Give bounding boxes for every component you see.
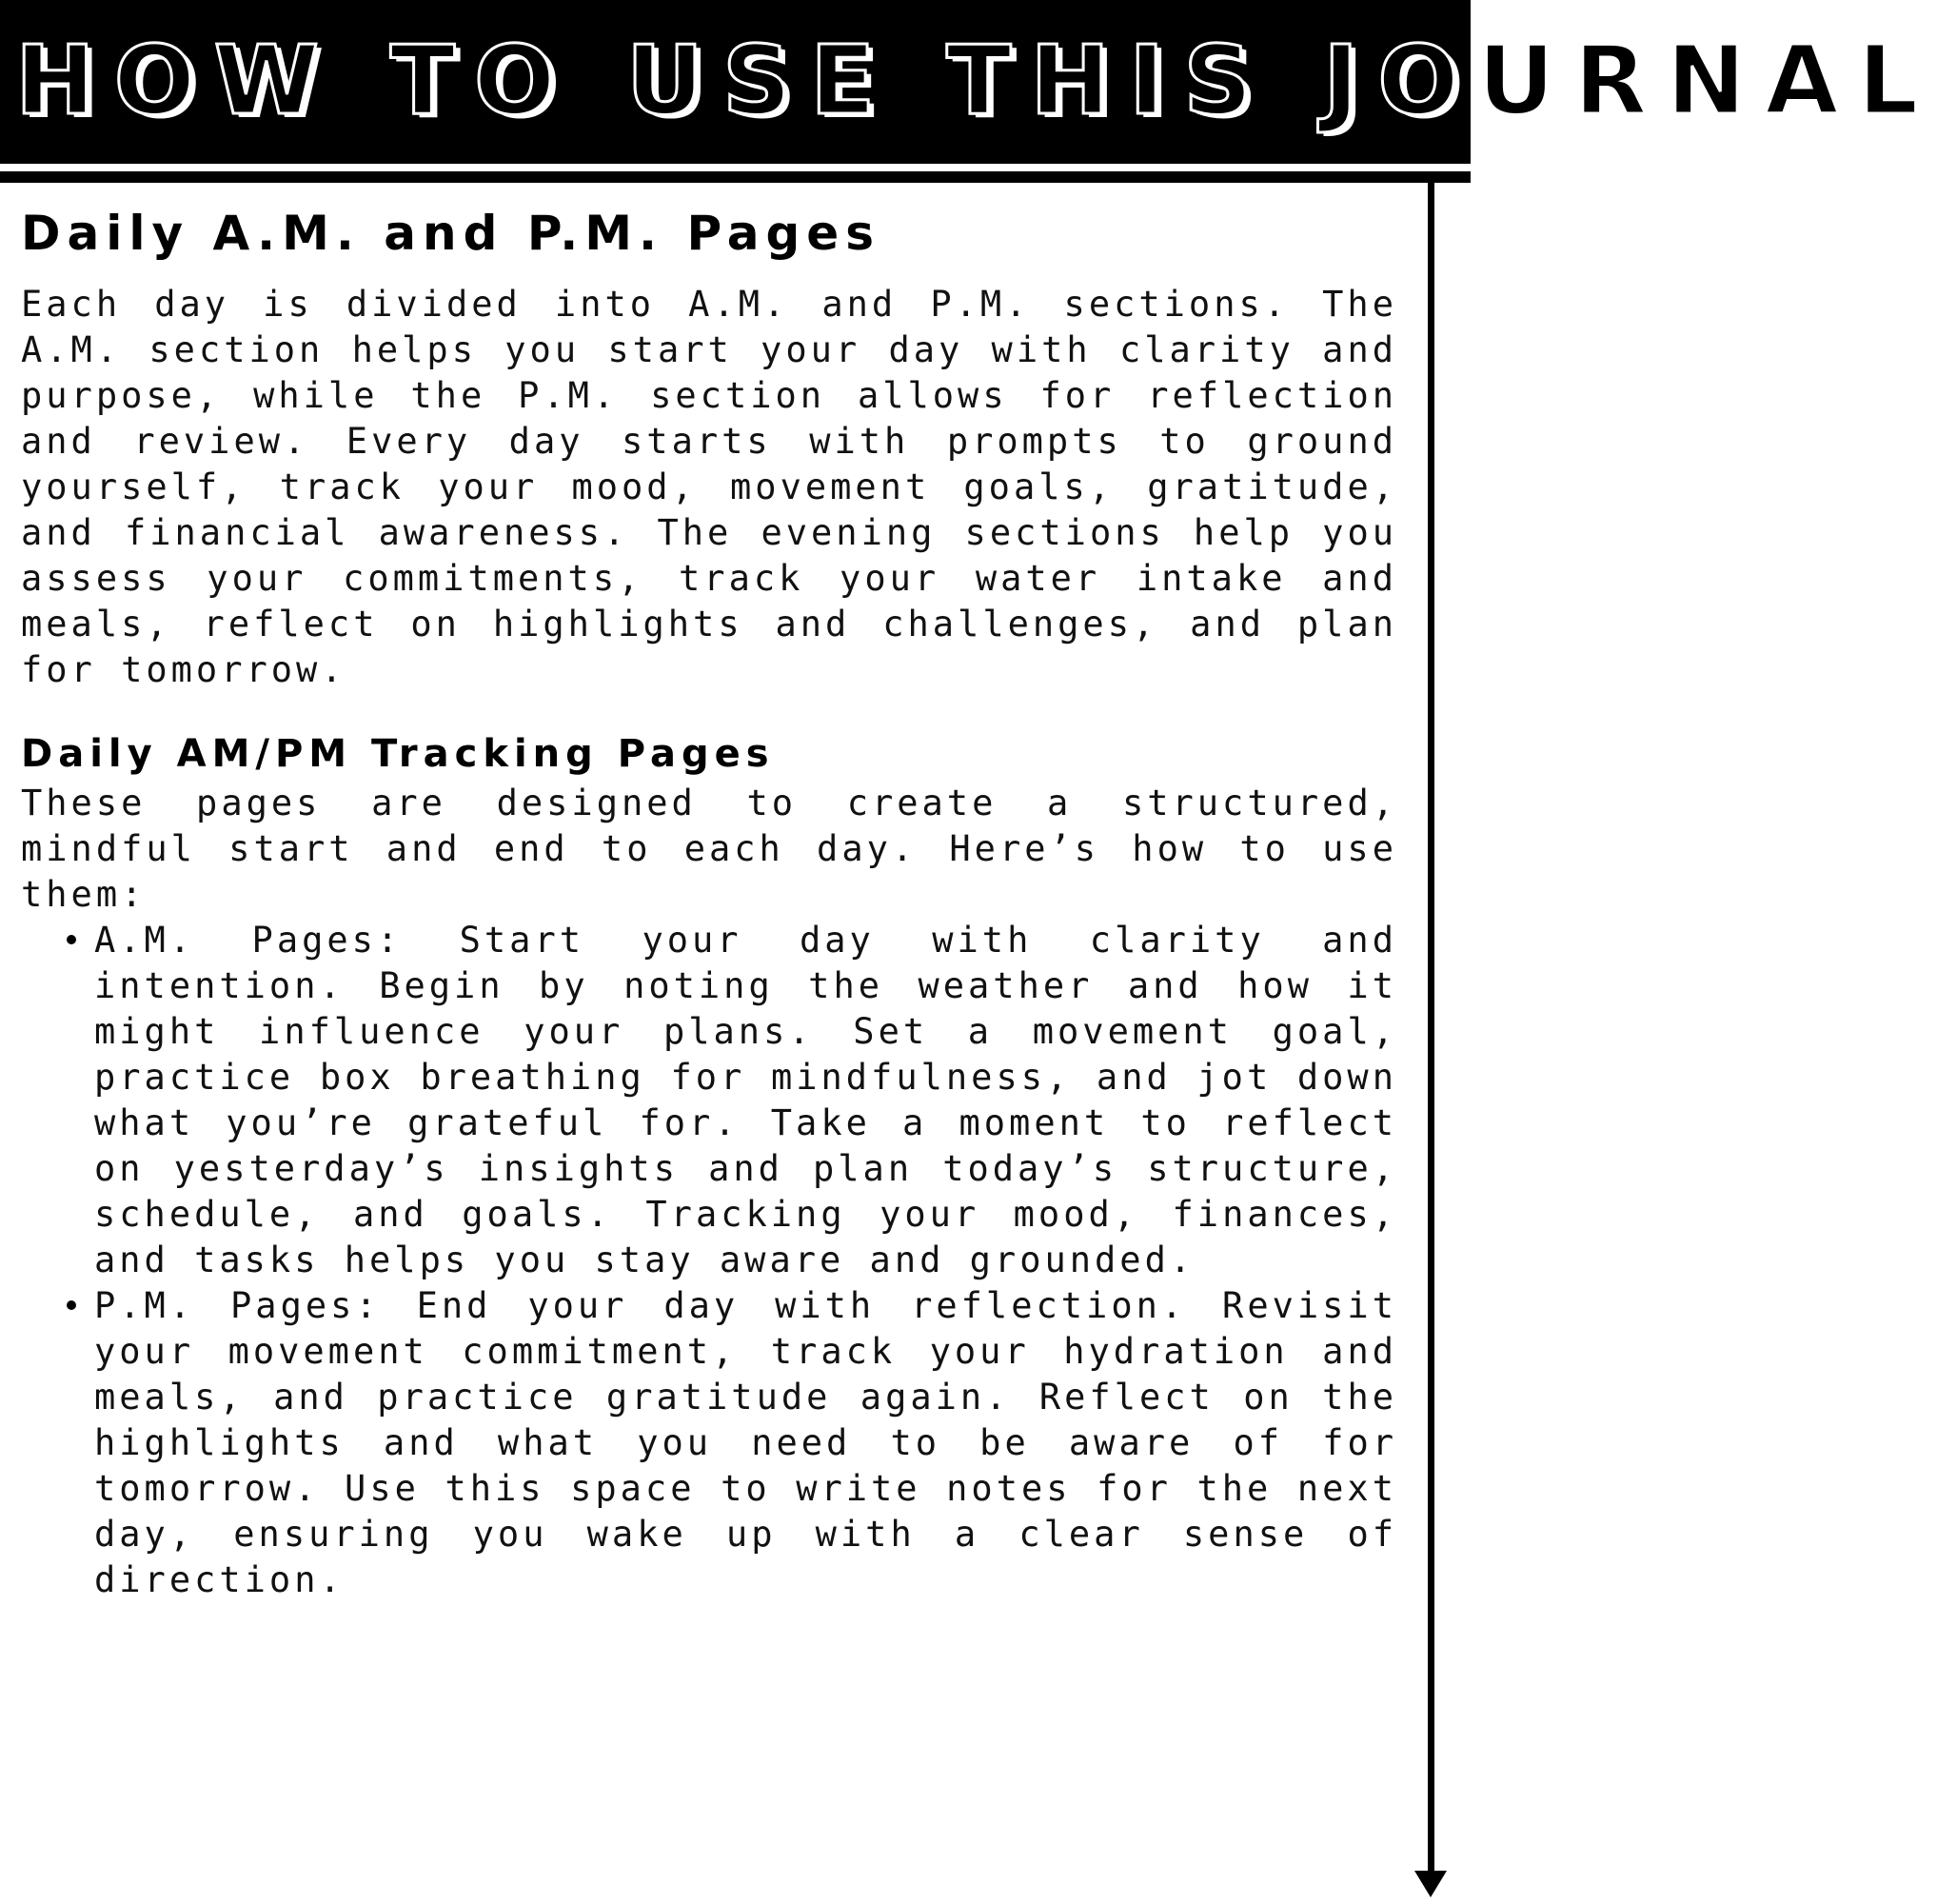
section-heading: Daily AM/PM Tracking Pages <box>21 732 775 776</box>
bullet-list <box>21 918 1397 1603</box>
list-item-text: P.M. Pages: End your day with reflection. Revisit your movement commitment, track your hydration and meals, and practice gratitude again. Reflect on the highlights and what you need to be aware of for tomorrow. Use this space to write notes for the next day, ensuring you wake up with a clear sense of direction. <box>94 1285 1397 1600</box>
banner-divider <box>0 171 1471 183</box>
list-item-am-pages <box>21 918 1397 1283</box>
title-banner <box>0 0 1937 164</box>
section-heading: Daily A.M. and P.M. Pages <box>21 206 880 261</box>
section-daily-tracking-pages <box>21 727 1397 1603</box>
bullet-icon <box>67 1300 76 1310</box>
section-paragraph: Each day is divided into A.M. and P.M. sections. The A.M. section helps you start your day with clarity and purpose, while the P.M. section allows for reflection and review. Every day starts with prompts to ground yourself, track your mood, movement goals, gratitude, and financial awareness. The evening sections help you assess your commitments, track your water intake and meals, reflect on highlights and challenges, and plan for tomorrow. <box>21 284 1397 690</box>
vertical-arrow-line <box>1428 183 1434 1875</box>
section-daily-am-pm-pages <box>21 200 1397 693</box>
main-content <box>21 200 1397 1603</box>
page-title: HOW TO USE THIS JOURNAL <box>15 25 1937 136</box>
list-item-pm-pages <box>21 1283 1397 1603</box>
arrow-down-icon <box>1414 1871 1447 1897</box>
bullet-icon <box>67 935 76 944</box>
section-paragraph: These pages are designed to create a structured, mindful start and end to each day. Here’s how to use them: <box>21 783 1397 915</box>
list-item-text: A.M. Pages: Start your day with clarity and intention. Begin by noting the weather and how it might influence your plans. Set a movement goal, practice box breathing for mindfulness, and jot down what you’re grateful for. Take a moment to reflect on yesterday’s insights and plan today’s structure, schedule, and goals. Tracking your mood, finances, and tasks helps you stay aware and grounded. <box>94 920 1397 1280</box>
